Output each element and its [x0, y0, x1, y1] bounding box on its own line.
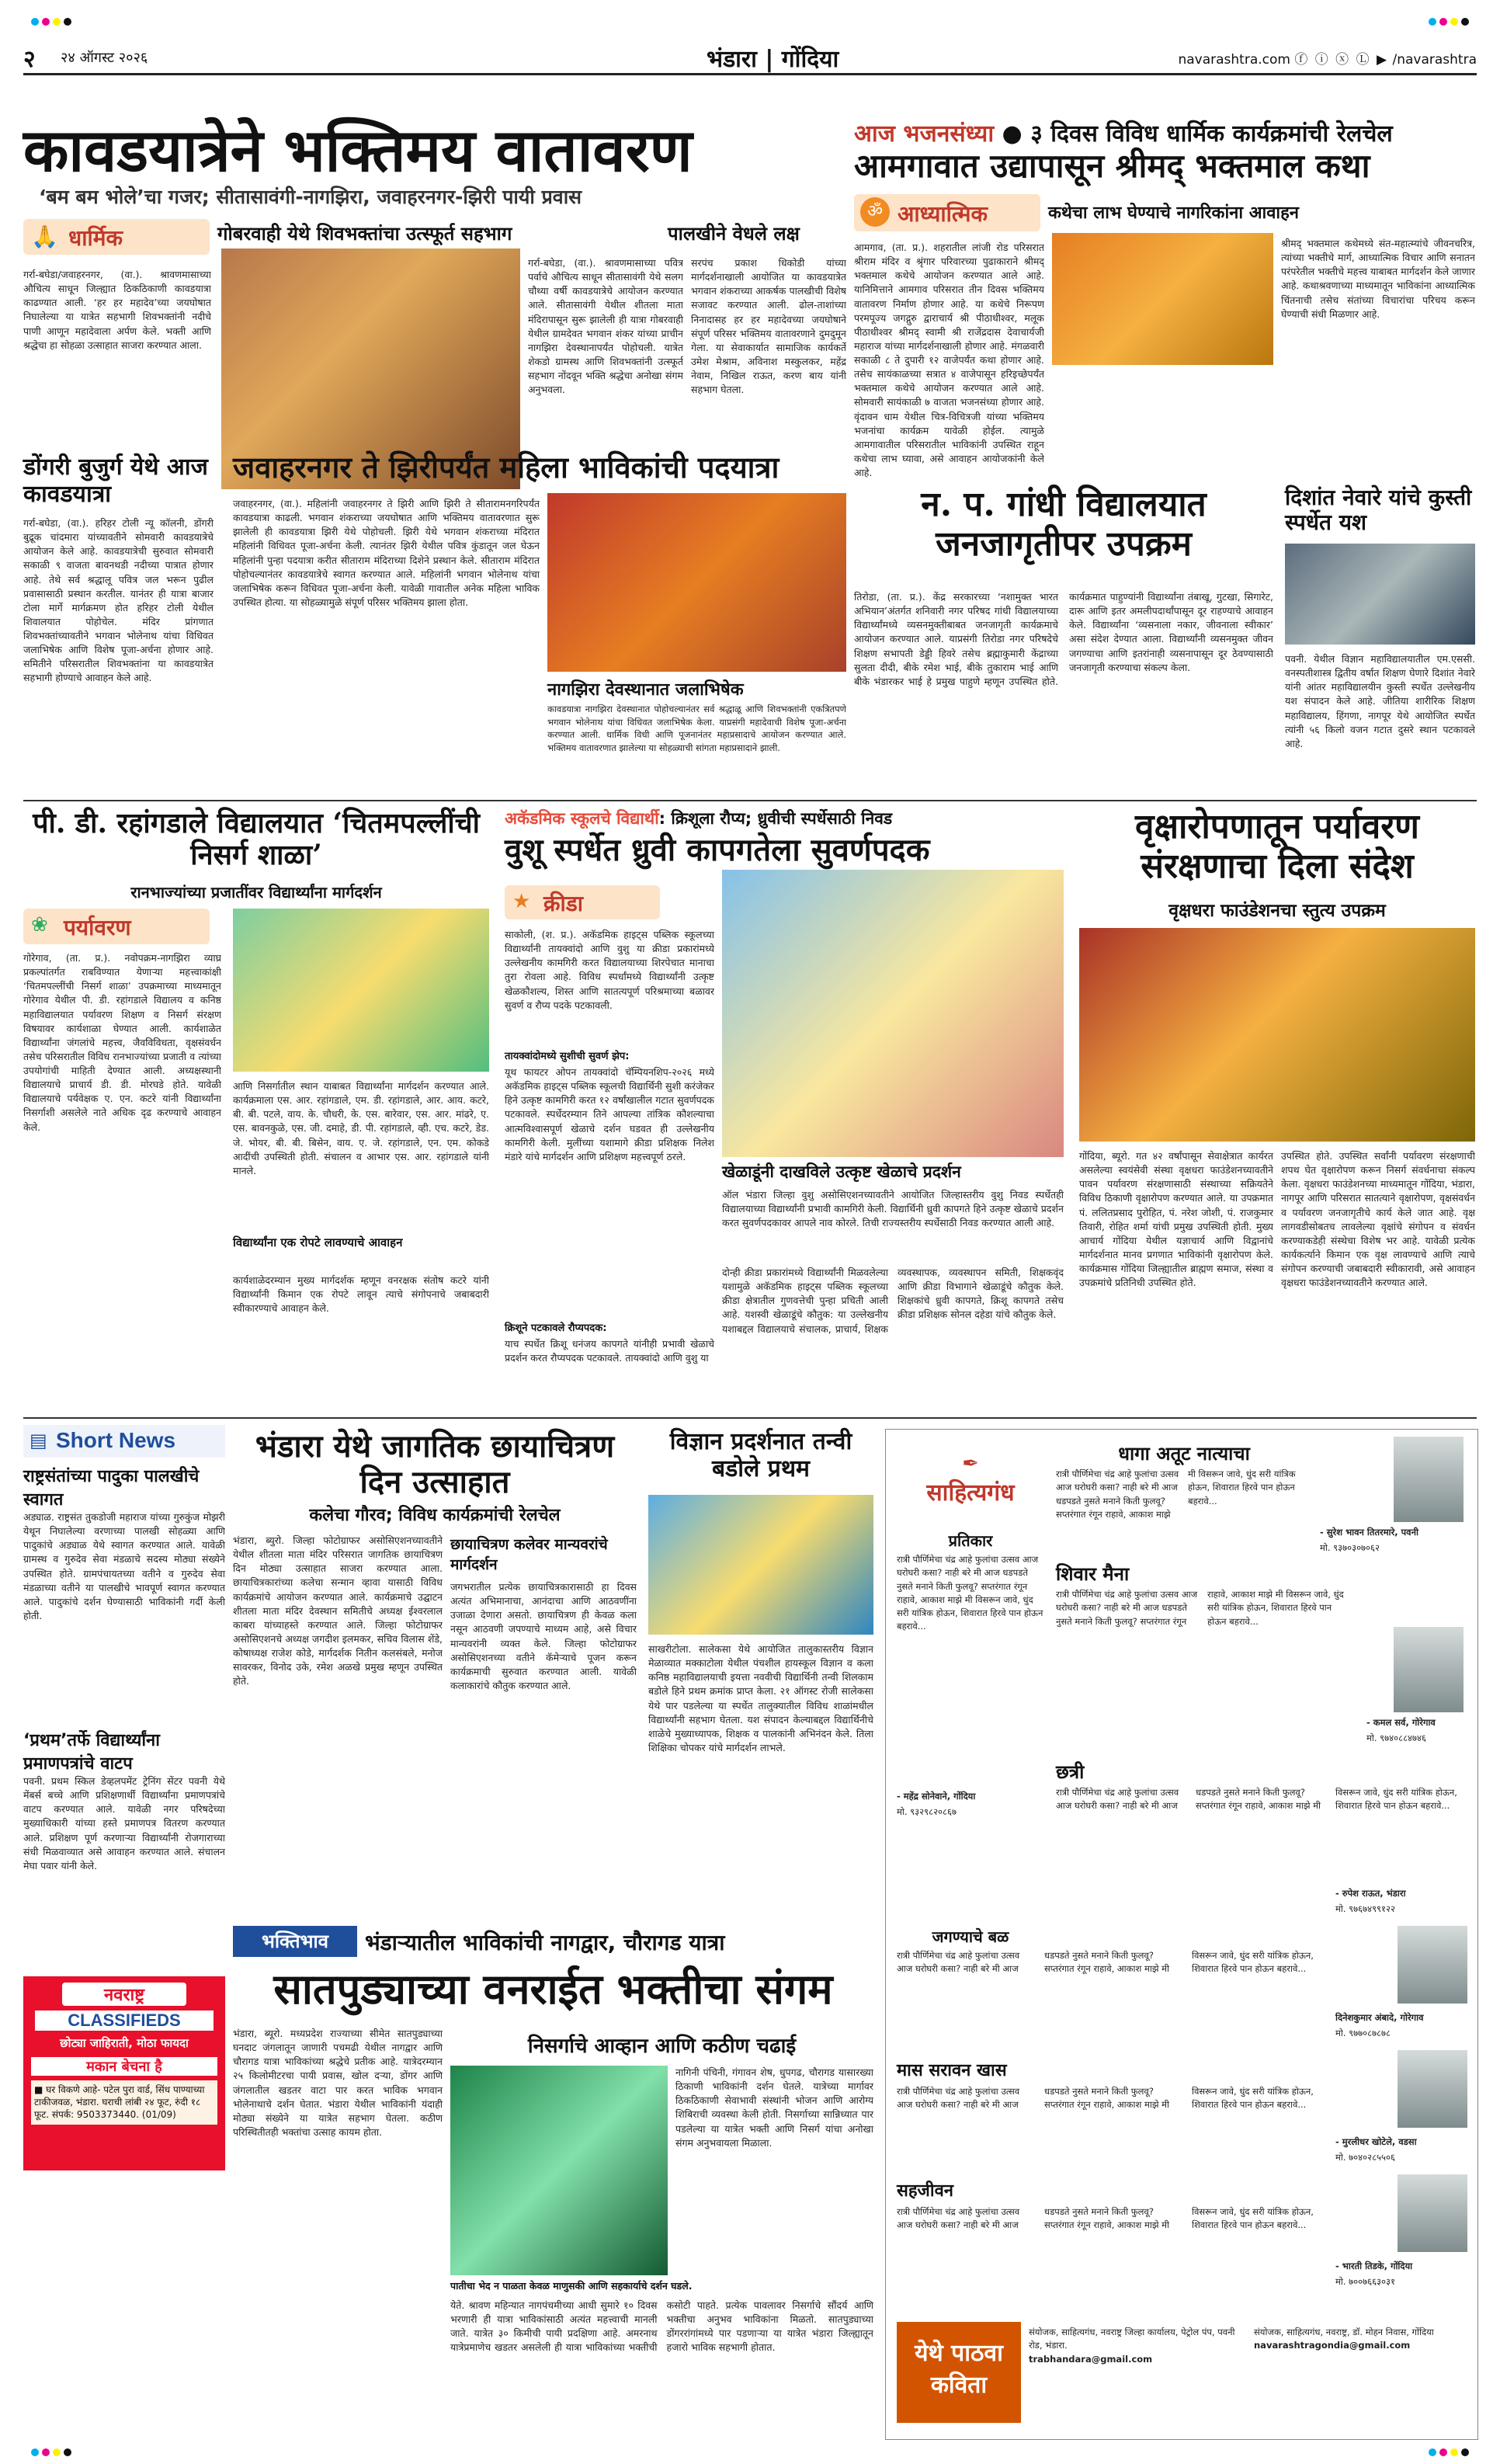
poem-5-author: दिनेशकुमार अंबादे, गोरेगाव — [1335, 2012, 1424, 2023]
vruksha-body: गोंदिया, ब्यूरो. गत ४२ वर्षांपासून सेवाक्षेत्रात कार्यरत असलेल्या स्वयंसेवी संस्था वृक्षधरा फाउंडेशनच्यावतीने पावन पर्यावरण संरक्षणासाठी संस्थाच्या सक्रियतेने विविध ठिकाणी वृक्षारोपण करण्यात आले. या उपक्रमात पं. ललितप्रसाद पुरोहित, पं. नरेश जोशी, पं. राजकुमार तिवारी, रोहित शर्मा यांची प्रमुख उपस्थिती होती. मुख्य आचार्य गोंदिया येथील यज्ञाचार्य आणि विद्वानांचे मार्गदर्शनात मानव प्रगणात भाविकांनी वृक्षारोपण केले. कार्यक्रमास गोंदिया जिल्ह्यातील ब्राह्मण समाज, संस्था व उपक्रमांचे प्रतिनिधी उपस्थित होते. — [1079, 1150, 1273, 1289]
page-number: २ — [23, 46, 36, 73]
satpuda-sub: निसर्गाचे आव्हान आणि कठीण चढाई — [527, 2035, 797, 2058]
om-icon: ॐ — [860, 197, 890, 227]
email-link-2[interactable]: navarashtragondia@gmail.com — [1254, 2340, 1411, 2351]
divider-2 — [23, 1417, 1477, 1419]
jawahar-title: जवाहरनगर ते झिरीपर्यंत महिला भाविकांची पदयात्रा — [233, 450, 780, 485]
rahangdale-box-body: कार्यशाळेदरम्यान मुख्य मार्गदर्शक म्हणून वनरक्षक संतोष कटरे यांनी विद्यार्थ्यांनी किमान एक रोपटे लावून त्याचे संगोपनाचे जबाबदारी स्वीकारण्याचे आवाहन केले. — [233, 1274, 489, 1315]
poem-7-phone: मो. ७००७६६३०३१ — [1335, 2276, 1395, 2287]
poem-3-text: रात्री पौर्णिमेचा चंद्र आहे फुलांचा उत्सव आज घरोघरी कसा? नाही बरे मी आज धडपडते नुसते मनाने किती फुलवू? सप्तरंगात रंगून राहावे, आकाश माझे मी विसरून जावे, धुंद सरी यांत्रिक होऊन, शिवारात हिरवे पान होऊन बहरावे... — [1056, 1589, 1344, 1627]
wushu-caption-body: ऑल भंडारा जिल्हा वुशु असोसिएशनच्यावतीने आयोजित जिल्हास्तरीय वुशु निवड स्पर्धेतही विद्यालयाच्या विद्यार्थ्यांनी प्रभावी कामगिरी केली. विद्यार्थिनी ध्रुवी कापगते हिने उत्कृष्ट खेळाचे प्रदर्शन करत सुवर्णपदकावर आपले नाव कोरले. तिची राज्यस्तरीय स्पर्धेसाठी निवड करण्यात आली आहे. — [722, 1189, 1064, 1229]
lead-sub2: पालखीने वेधले लक्ष — [668, 223, 800, 245]
pen-icon: ✒ — [962, 1452, 979, 1475]
rahangdale-sub: रानभाज्यांच्या प्रजातींवर विद्यार्थ्यांना मार्गदर्शन — [130, 883, 382, 902]
rahangdale-body2: आणि निसर्गातील स्थान याबाबत विद्यार्थ्यांना मार्गदर्शन करण्यात आले. कार्यक्रमाला एस. आर. रहांगडाले, एम. डी. रहांगडाले, आर. आय. कटरे, बी. बी. पटले, वाय. के. चौधरी, के. एस. बारेवार, एस. आर. मांढरे, ए. एस. बावनकुळे, एस. जी. दमाहे, डी. पी. रहांगडाले, व्ही. एच. कटरे, डेड. जे. भोयर, बी. बी. बिसेन, वाय. ए. जे. रहांगडाले, एन. एम. कोकडे आदींची उपस्थिती होती. संचालन व आभार एस. आर. रहांगडाले यांनी मानले. — [233, 1080, 489, 1176]
sahitya-contact-2: संयोजक, साहित्यगंध, नवराष्ट्र, डॉ. मोहन निवास, गोंदिया navarashtragondia@gmail.com — [1254, 2327, 1434, 2351]
poem-5-text: रात्री पौर्णिमेचा चंद्र आहे फुलांचा उत्सव आज घरोघरी कसा? नाही बरे मी आज धडपडते नुसते मनाने किती फुलवू? सप्तरंगात रंगून राहावे, आकाश माझे मी विसरून जावे, धुंद सरी यांत्रिक होऊन, शिवारात हिरवे पान होऊन बहरावे... — [897, 1950, 1314, 1975]
vidnyan-title: विज्ञान प्रदर्शनात तन्वी बडोले प्रथम — [669, 1428, 852, 1482]
short-title-2: ‘प्रथम’तर्फे विद्यार्थ्यांना प्रमाणपत्रांचे वाटप — [23, 1731, 160, 1774]
classifieds-ad: ■ घर विकणे आहे- पटेल पुरा वार्ड, सिंध पाण्याच्या टाकीजवळ, भंडारा. घराची लांबी २४ फूट, रुंदी १८ फूट. संपर्क: 9503373440. (01/09) — [31, 2080, 217, 2125]
adhyatmik-tag: ॐ आध्यात्मिक — [854, 194, 1040, 231]
poem-2-text: रात्री पौर्णिमेचा चंद्र आहे फुलांचा उत्सव आज घरोघरी कसा? नाही बरे मी आज धडपडते नुसते मनाने किती फुलवू? सप्तरंगात रंगून राहावे, आकाश माझे मी विसरून जावे, धुंद सरी यांत्रिक होऊन, शिवारात हिरवे पान होऊन बहरावे... — [1056, 1468, 1296, 1520]
satpuda-kicker: भंडाऱ्यातील भाविकांची नागद्वार, चौरागड यात्रा — [365, 1930, 725, 1955]
poem-6-author-photo — [1398, 2050, 1467, 2128]
poem-5-phone: मो. ९७७०८७८७८ — [1335, 2028, 1391, 2038]
poem-3-title: शिवार मैना — [1056, 1563, 1130, 1585]
rahangdale-title: पी. डी. रहांगडाले विद्यालयात ‘चितमपल्लींची निसर्ग शाळा’ — [33, 807, 480, 872]
classifieds-brand: नवराष्ट्र — [62, 1983, 186, 2006]
poem-3-author-photo — [1394, 1627, 1464, 1712]
vruksha-photo — [1079, 928, 1475, 1142]
wushu-kicker: अकॅडमिक स्कूलचे विद्यार्थी: क्रिशूला रौप्य; ध्रुवीची स्पर्धेसाठी निवड — [505, 809, 893, 828]
satpuda-caption: पातीचा भेद न पाळता केवळ माणुसकी आणि सहकार्याचे दर्शन घडले. — [450, 2280, 693, 2292]
bhajan-title: आमगावात उद्यापासून श्रीमद् भक्तमाल कथा — [854, 147, 1370, 185]
poem-1-title: प्रतिकार — [948, 1531, 993, 1550]
short-body-2: पवनी. प्रथम स्किल डेव्हलपमेंट ट्रेनिंग सेंटर पवनी येथे मेंबर्स बच्चे आणि प्रशिक्षणार्थी विद्यार्थ्यांना प्रमाणपत्रांचे वाटप करण्यात आले. यावेळी नगर परिषदेच्या मुख्याधिकारी यांच्या हस्ते प्रमाणपत्र वितरण करण्यात आले. प्रशिक्षण पूर्ण करणाऱ्या विद्यार्थ्यांनी रोजगाराच्या संधी मिळवाव्यात असे आवाहन करण्यात आले. संचालन मेघा पवार यांनी केले. — [23, 1775, 225, 1871]
bhajan-sub: कथेचा लाभ घेण्याचे नागरिकांना आवाहन — [1048, 203, 1300, 223]
dharmik-tag: 🙏 धार्मिक — [23, 219, 210, 255]
classifieds-word: CLASSIFIEDS — [35, 2010, 214, 2031]
jawahar-caption-title: नागझिरा देवस्थानात जलाभिषेक — [547, 680, 744, 700]
short-title-1: राष्ट्रसंतांच्या पादुका पालखीचे स्वागत — [23, 1467, 200, 1510]
kusti-body: पवनी. येथील विज्ञान महाविद्यालयातील एम.एससी. वनस्पतीशास्त्र द्वितीय वर्षात शिक्षण घेणारे दिशांत नेवारे यांनी आंतर महाविद्यालयीन कुस्ती स्पर्धेत उल्लेखनीय यश संपादन केले आहे. जीतिया शारीरिक शिक्षण महाविद्यालय, हिंगणा, नागपूर येथे आयोजित स्पर्धेत त्यांनी ५६ किलो वजन गटात दुसरे स्थान पटकावले आहे. — [1285, 653, 1475, 749]
kusti-title: दिशांत नेवारे यांचे कुस्ती स्पर्धेत यश — [1285, 485, 1472, 536]
lead-title: कावडयात्रेने भक्तिमय वातावरण — [23, 116, 693, 185]
page-date: २४ ऑगस्ट २०२६ — [61, 50, 148, 66]
rahangdale-box-title: विद्यार्थ्यांना एक रोपटे लावण्याचे आवाहन — [233, 1235, 403, 1249]
divider-1 — [23, 800, 1477, 801]
lead-body3: सरपंच प्रकाश धिकोडी यांच्या मार्गदर्शनाखाली आयोजित या कावडयात्रेत भगवान शंकराच्या आकर्षक पालखीची विशेष सजावट करण्यात आली. ढोल-ताशांच्या निनादासह हर हर महादेवच्या जयघोषाने संपूर्ण परिसर भक्तिमय वातावरणाने दुमदुमून गेला. या सेवाकार्यात सामाजिक कार्यकर्ते उमेश मेश्राम, अविनाश मस्कुलकर, महेंद्र नेवाम, निखिल राऊत, करण बाय यांनी सहभाग घेतला. — [691, 257, 846, 396]
satpuda-title: सातपुड्याच्या वनराईत भक्तीचा संगम — [273, 1964, 833, 2014]
wushu-body: साकोली, (श. प्र.). अकॅडमिक हाइट्स पब्लिक स्कूलच्या विद्यार्थ्यांनी तायक्वांदो आणि वुशु या क्रीडा प्रकारांमध्ये उल्लेखनीय कामगिरी करत विद्यालयाच्या शिरपेचात मानाचा तुरा रोवला आहे. विविध स्पर्धांमध्ये विद्यार्थ्यांनी उत्कृष्ट खेळकौशल्य, शिस्त आणि सातत्यपूर्ण परिश्रमाच्या बळावर सुवर्ण व रौप्य पदके पटकावली. — [505, 929, 714, 1011]
wushu-photo — [722, 870, 1064, 1157]
poem-6-author: - मुरलीधर खोटेले, वडसा — [1335, 2136, 1417, 2147]
classifieds-tagline: छोट्या जाहिराती, मोठा फायदा — [60, 2036, 189, 2050]
edition-name: भंडारा | गोंदिया — [707, 46, 839, 73]
rahangdale-body: गोरेगाव, (ता. प्र.). नवोपक्रम-नागझिरा व्याघ्र प्रकल्पांतर्गत राबविण्यात येणाऱ्या महत्त्वाकांक्षी ‘चितमपल्लींची निसर्ग शाळा’ उपक्रमाच्या माध्यमातून गोरेगाव येथील पी. डी. रहांगडाले विद्यालय व कनिष्ठ महाविद्यालयात पर्यावरण शिक्षण व निसर्ग संरक्षण विषयावर कार्यशाळा घेण्यात आली. कार्यशाळेत विद्यार्थ्यांना जंगलांचे महत्त्व, जैवविविधता, वृक्षसंवर्धन तसेच परिसरातील विविध रानभाज्यांच्या प्रजाती व त्यांच्या उपयोगांची माहिती देण्यात आली. अध्यक्षस्थानी विद्यालयाचे प्राचार्य डी. डी. मोरघडे होते. यावेळी विद्यालयाचे पर्यवेक्षक ए. एन. कटरे यांनी विद्यार्थ्यांना निसर्गाशी असलेले नाते अधिक दृढ करण्याचे आवाहन केले. — [23, 952, 221, 1133]
poem-3-phone: मो. ९७४०८८४७४६ — [1366, 1732, 1426, 1743]
poem-4-title: छत्री — [1056, 1761, 1085, 1783]
poem-5-author-photo — [1398, 1926, 1467, 2004]
site-link[interactable]: navarashtra.com ⓕ ⓘ ⓧ Ⓛ ▶ /navarashtra — [1178, 52, 1477, 68]
poem-6-text: रात्री पौर्णिमेचा चंद्र आहे फुलांचा उत्सव आज घरोघरी कसा? नाही बरे मी आज धडपडते नुसते मनाने किती फुलवू? सप्तरंगात रंगून राहावे, आकाश माझे मी विसरून जावे, धुंद सरी यांत्रिक होऊन, शिवारात हिरवे पान होऊन बहरावे... — [897, 2086, 1314, 2111]
krida-tag: ★ क्रीडा — [505, 885, 660, 919]
vidnyan-body: साखरीटोला. सालेकसा येथे आयोजित तालुकास्तरीय विज्ञान मेळाव्यात मक्काटोला येथील पंचशील हायस्कूल विज्ञान व कला कनिष्ठ महाविद्यालयाची इयत्ता नववीची विद्यार्थिनी तन्वी शिलकाम बडोले हिने प्रथम क्रमांक प्राप्त केला. २१ ऑगस्ट रोजी सालेकसा येथे पार पडलेल्या या स्पर्धेत तालुक्यातील विविध शाळांमधील विद्यार्थ्यांनी सहभाग घेतला. यश संपादन केल्याबद्दल विद्यार्थिनीचे शाळेचे मुख्याध्यापक, शिक्षक व पालकांनी अभिनंदन केले. तिला शिक्षिका चोपकर यांचे मार्गदर्शन लाभले. — [648, 1643, 873, 1753]
dongri-body: गर्रा-बघेडा, (वा.). हरिहर टोली न्यू कॉलनी, डोंगरी बुद्रूक चांदमारा यांच्यावतीने सोमवारी कावडयात्रेचे आयोजन केले आहे. कावडयात्रेची सुरुवात सोमवारी सकाळी ९ वाजता बावनथडी नदीच्या पात्रात होणार आहे. तेथे सर्व श्रद्धालू पवित्र जल भरून पुढील प्रवासासाठी प्रस्थान करतील. यानंतर ही यात्रा बाजार टोला मार्गे मार्गक्रमण होत हरिहर टोली येथील शिवालयात पोहोचेल. मंदिर प्रांगणात शिवभक्तांच्यावतीने भगवान भोलेनाथ यांचा विधिवत जलाभिषेक आणि विशेष पूजा-अर्चना होणार आहे. समितीने परिसरातील शिवभक्तांना या कावडयात्रेत सहभागी होण्याचे आवाहन केले आहे. — [23, 517, 214, 684]
sahitya-logo: ✒ साहित्यगंध — [897, 1452, 1044, 1522]
bhajan-photo — [1052, 233, 1273, 365]
registration-mark-bottom-right — [1429, 2445, 1475, 2454]
poem-2-title: धागा अतूट नात्याचा — [1118, 1443, 1250, 1465]
registration-mark-top-right — [1429, 14, 1475, 23]
lead-subtitle: ‘बम बम भोले’चा गजर; सीतासावंगी-नागझिरा, जवाहरनगर-झिरी पायी प्रवास — [39, 186, 582, 208]
poem-7-text: रात्री पौर्णिमेचा चंद्र आहे फुलांचा उत्सव आज घरोघरी कसा? नाही बरे मी आज धडपडते नुसते मनाने किती फुलवू? सप्तरंगात रंगून राहावे, आकाश माझे मी विसरून जावे, धुंद सरी यांत्रिक होऊन, शिवारात हिरवे पान होऊन बहरावे... — [897, 2206, 1314, 2231]
bhajan-kicker: आज भजनसंध्या ● ३ दिवस विविध धार्मिक कार्यक्रमांची रेलचेल — [854, 120, 1393, 148]
vruksha-body2: उपस्थित होते. उपस्थित सर्वांनी पर्यावरण संरक्षणाची शपथ घेत वृक्षारोपण करून निसर्ग संवर्धनाचा संकल्प केला. वृक्षधरा फाउंडेशनच्या माध्यमातून गोंदिया, भंडारा, नागपूर आणि परिसरात सातत्याने वृक्षारोपण, वृक्षसंवर्धन व पर्यावरण जनजागृतीचे कार्य केले जात आहे. वृक्ष लागवडीसोबतच लावलेल्या वृक्षांचे संगोपन व संवर्धन करण्याकडेही संस्थेचा विशेष भर आहे. यावेळी प्रत्येक कार्यकर्त्याने किमान एक वृक्ष लावण्याचे आणि त्याचे संगोपन करण्याची जबाबदारी स्वीकारावी, असे आवाहन वृक्षधरा फाउंडेशनच्यावतीने करण्यात आले. — [1281, 1150, 1475, 1289]
photoday-box-body: जगभरातील प्रत्येक छायाचित्रकारासाठी हा दिवस अत्यंत अभिमानाचा, आनंदाचा आणि आठवणींना उजाळा देणारा असतो. छायाचित्रण ही केवळ कला नसून आठवणी जपण्याचे माध्यम आहे, असे विचार मान्यवरांनी व्यक्त केले. जिल्हा फोटोग्राफर असोसिएशनच्या वतीने कॅमेऱ्याचे पूजन करून कार्यक्रमाची सुरुवात करण्यात आली. यावेळी कलाकारांचे कौतुक करण्यात आले. — [450, 1581, 637, 1691]
satpuda-body2: नागिनी पंचिनी, गंगावन शेष, धुपगढ, चौरागड यासारख्या ठिकाणी भाविकांनी दर्शन घेतले. यात्रेच्या मार्गावर ठिकठिकाणी सेवाभावी संस्थांनी भोजन आणि आरोग्य शिबिराची व्यवस्था केली होती. निसर्गाच्या सान्निध्यात पार पडलेल्या या यात्रेत भक्ती आणि निसर्ग यांचा अनोखा संगम अनुभवायला मिळाला. — [675, 2066, 873, 2149]
classifieds-head: मकान बेचना है — [31, 2057, 217, 2076]
trophy-icon: ★ — [512, 890, 531, 913]
satpuda-body: भंडारा, ब्यूरो. मध्यप्रदेश राज्याच्या सीमेत सातपुड्याच्या घनदाट जंगलातून जाणारी पचमढी येथील नागद्वार आणि चौरागड यात्रा भाविकांच्या श्रद्धेचे प्रतीक आहे. यात्रेदरम्यान २५ किलोमीटरचा पायी प्रवास, खोल दऱ्या, डोंगर आणि जंगलातील खडतर वाटा पार करत भाविक भगवान भोलेनाथाचे दर्शन घेतात. भंडारा येथील भाविकांनी यंदाही मोठ्या संख्येने या यात्रेत सहभाग घेतला. कठीण परिस्थितीतही भक्तांचा उत्साह कायम होता. — [233, 2028, 443, 2138]
jawahar-body: जवाहरनगर, (वा.). महिलांनी जवाहरनगर ते झिरी आणि झिरी ते सीतारामनगरिपर्यंत कावडयात्रा काढली. भगवान शंकराच्या जयघोषात आणि भक्तिमय वातावरणात सुरू झालेली ही कावडयात्रा झिरी येथे पोहोचली. झिरी येथे भगवान शंकराच्या मंदिरात महिलांनी विधिवत पूजा-अर्चना केली. त्यानंतर झिरी येथील पवित्र कुंडातून जल घेऊन महिलांनी पुन्हा पदयात्रा करीत सीताराम मंदिराच्या दिशेने प्रस्थान केले. सीताराम मंदिरात पोहोचल्यानंतर कावडयात्रेचे स्वागत करण्यात आले. महिलांनी भगवान भोलेनाथ यांचा जलाभिषेक करून विधिवत पूजा-अर्चना केली. यावेळी गावातील अनेक महिला भाविक उपस्थित होत्या. या सोहळ्यामुळे संपूर्ण परिसर भक्तिमय झाला होता. — [233, 498, 540, 608]
satpuda-photo — [450, 2066, 668, 2275]
gandhi-body: तिरोडा, (ता. प्र.). केंद्र सरकारच्या ‘नशामुक्त भारत अभियान’अंतर्गत शनिवारी नगर परिषद गांधी विद्यालयाच्या विद्यार्थ्यांमध्ये व्यसनमुक्तीबाबत जनजागृती कार्यक्रमाचे आयोजन करण्यात आले. याप्रसंगी तिरोडा नगर परिषदेचे शिक्षण सभापती डेड्डी हिवरे तसेच ब्रह्माकुमारी केंद्राच्या सुलता दीदी, बीके रमेश भाई, बीके तुकाराम भाई आणि बीके भंडारकर भाई हे प्रमुख पाहुणे म्हणून उपस्थित होते. कार्यक्रमात पाहुण्यांनी विद्यार्थ्यांना तंबाखू, गुटखा, सिगारेट, दारू आणि इतर अमलीपदार्थांपासून दूर राहण्याचे आवाहन केले. विद्यार्थ्यांना ‘व्यसनाला नकार, जीवनाला स्वीकार’ असा संदेश देण्यात आला. विद्यार्थ्यांनी व्यसनमुक्त जीवन जगण्याचा आणि इतरांनाही व्यसनापासून दूर ठेवण्यासाठी जनजागृती करण्याचा संकल्प केला. — [854, 591, 1273, 687]
photoday-title: भंडारा येथे जागतिक छायाचित्रण दिन उत्साहात — [255, 1428, 615, 1500]
short-body-1: अड्याळ. राष्ट्रसंत तुकडोजी महाराज यांच्या गुरुकुंज मोझरी येथून निघालेल्या वरणाच्या पालखी सोहळ्या आणि पादुकांचे अड्याळ येथे स्वागत करण्यात आले. यावेळी ग्रामस्थ व गुरुदेव सेवा मंडळाचे सदस्य मोठ्या संख्येने उपस्थित होते. ग्रामपंचायतच्या वतीने व गुरुदेव सेवा मंडळाच्या वतीने या पालखीचे भावपूर्ण स्वागत करण्यात आले. पादुकांचे दर्शन घेण्यासाठी भाविकांनी गर्दी केली होती. — [23, 1511, 225, 1621]
vidnyan-photo — [648, 1495, 873, 1635]
photoday-sub: कलेचा गौरव; विविध कार्यक्रमांची रेलचेल — [309, 1506, 561, 1525]
registration-mark-top-left — [31, 14, 78, 23]
rahangdale-photo — [233, 909, 489, 1072]
poem-1-text: रात्री पौर्णिमेचा चंद्र आहे फुलांचा उत्सव आज घरोघरी कसा? नाही बरे मी आज धडपडते नुसते मनाने किती फुलवू? सप्तरंगात रंगून राहावे, आकाश माझे मी विसरून जावे, धुंद सरी यांत्रिक होऊन, शिवारात हिरवे पान होऊन बहरावे... — [897, 1554, 1043, 1632]
gandhi-title: न. प. गांधी विद्यालयात जनजागृतीपर उपक्रम — [921, 485, 1207, 564]
poem-7-author-photo — [1398, 2174, 1467, 2252]
lead-body1: गर्रा-बघेडा/जवाहरनगर, (वा.). श्रावणमासाच्या औचित्य साधून जिल्ह्यात ठिकठिकाणी कावडयात्रा काढण्यात आली. ‘हर हर महादेव’च्या जयघोषात निघालेल्या या यात्रेत सहभागी शिवभक्तांनी नदीचे पाणी आणून महादेवाला अर्पण केले. भक्ती आणि श्रद्धेचा हा सोहळा उत्साहात साजरा करण्यात आला. — [23, 269, 211, 351]
registration-mark-bottom-left — [31, 2445, 78, 2454]
poem-2-author-photo — [1394, 1437, 1464, 1522]
wushu-box-title: क्रिशूने पटकावले रौप्यपदक: — [505, 1322, 607, 1334]
poem-1-author: - महेंद्र सोनेवाने, गोंदिया — [897, 1791, 976, 1802]
poem-1-phone: मो. ९३२९८२०८६७ — [897, 1806, 957, 1817]
classifieds-box[interactable] — [23, 1976, 225, 2170]
diya-icon: 🙏 — [31, 224, 58, 249]
poem-7-title: सहजीवन — [897, 2181, 954, 2201]
email-link-1[interactable]: trabhandara@gmail.com — [1029, 2353, 1153, 2365]
lead-body2: गर्रा-बघेडा, (वा.). श्रावणमासाच्या पवित्र पर्वाचे औचित्य साधून सीतासावंगी येथे सलग चौथ्या वर्षी कावडयात्रेचे आयोजन करण्यात आले. सीतासावंगी येथील शीतला माता मंदिरापासून सुरू झालेली ही यात्रा गोबरवाही येथील ग्रामदेवत भगवान शंकर यांच्या प्राचीन नागझिरा देवस्थानापर्यंत पोहोचली. यात्रेत शेकडो ग्रामस्थ आणि शिवभक्तांनी उत्स्फूर्त सहभाग नोंदवून भक्ति श्रद्धेचा अनोखा संगम अनुभवला. — [528, 257, 683, 396]
kusti-photo — [1285, 544, 1475, 645]
bhajan-body-cont: श्रीमद् भक्तमाल कथेमध्ये संत-महात्म्यांचे जीवनचरित्र, त्यांच्या भक्तीचे मार्ग, आध्यात्मिक विचार आणि सनातन परंपरेतील भक्तीचे महत्त्व याबाबत मार्गदर्शन केले जाणार आहे. कथाश्रवणाच्या माध्यमातून भाविकांना आध्यात्मिक चिंतनाची तसेच संतांच्या विचारांचा परिचय करून घेण्याची संधी मिळणार आहे. — [1281, 238, 1475, 320]
dongri-title: डोंगरी बुजुर्ग येथे आज कावडयात्रा — [23, 454, 208, 508]
wushu-box-body: याच स्पर्धेत क्रिशू धनंजय कापगते यांनीही प्रभावी खेळाचे प्रदर्शन करत रौप्यपदक पटकावले. तायक्वांदो आणि वुशु या — [505, 1338, 714, 1364]
sahitya-contact-1: संयोजक, साहित्यगंध, नवराष्ट्र जिल्हा कार्यालय, पेट्रोल पंप, पवनी रोड, भंडारा. trabhandara@gmail.com — [1029, 2327, 1235, 2365]
wushu-list-title: तायक्वांदोमध्ये सुशीची सुवर्ण झेप: — [505, 1051, 630, 1062]
wushu-body3: दोन्ही क्रीडा प्रकारांमध्ये विद्यार्थ्यांनी मिळवलेल्या यशामुळे अकॅडमिक हाइट्स पब्लिक स्कूलच्या क्रीडा क्षेत्रातील गुणवत्तेची पुन्हा प्रचिती आली आहे. यशस्वी खेळाडूंचे कौतुक: या उल्लेखनीय यशाबद्दल विद्यालयाचे संचालक, प्राचार्य, शिक्षक व्यवस्थापक, व्यवस्थापन समिती, शिक्षकवृंद आणि क्रीडा विभागाने खेळाडूंचे कौतुक केले. शिक्षकांचे ध्रुवी कापगते, क्रिशू कापगते तसेच क्रीडा प्रशिक्षक सोनल दहेडा यांचे कौतुक केले. — [722, 1267, 1064, 1335]
satpuda-body3: येते. श्रावण महिन्यात नागपंचमीच्या आधी सुमारे १० दिवस भरणारी ही यात्रा भाविकांसाठी अत्यंत महत्त्वाची मानली जाते. यात्रेत ३० किमीची पायी प्रदक्षिणा आहे. अमरनाथ यात्रेप्रमाणेच खडतर असलेली ही यात्रा भाविकांच्या भक्तीची कसोटी पाहते. प्रत्येक पावलावर निसर्गाचे सौंदर्य आणि भक्तीचा अनुभव भाविकांना मिळतो. सातपुड्याच्या डोंगररांगांमध्ये पार पडणाऱ्या या यात्रेत भंडारा जिल्ह्यातून हजारो भाविक सहभागी होतात. — [450, 2299, 873, 2354]
poem-5-title: जगण्याचे बळ — [932, 1927, 1009, 1946]
bhajan-body: आमगाव, (ता. प्र.). शहरातील लांजी रोड परिसरात श्रीराम मंदिर व श्रृंगार परिवारच्या पुढाकाराने श्रीमद् भक्तमाल कथेचे आयोजन करण्यात आले आहे. यानिमित्ताने आमगाव परिसरात तीन दिवस भक्तिमय वातावरण निर्माण होणार आहे. या कथेचे निरूपण परमपूज्य जगद्गुरु द्वाराचार्य श्री पीठाधीश्वर, मलूक पीठाधीश्वर श्रीमद् स्वामी श्री राजेंद्रदास देवाचार्यजी महाराज यांच्या मार्गदर्शनाखाली होणार आहे. मंगळवारी सकाळी ८ ते दुपारी १२ वाजेपर्यंत कथा होणार आहे. तसेच सायंकाळच्या सत्रात ४ वाजेपासून हरिइच्छेपर्यंत भक्तमाल कथेचे आयोजन करण्यात आले आहे. सोमवारी सायंकाळी ७ वाजता भजनसंध्या होणार आहे. वृंदावन धाम येथील चित्र-विचित्रजी यांच्या भक्तिमय भजनांचा कार्यक्रम यावेळी होईल. त्यामुळे आमगावातील परिसरातील भाविकांनी उपस्थित राहून कथेचा लाभ घ्यावा, असे आवाहन आयोजकांनी केले आहे. — [854, 242, 1044, 478]
wushu-caption-title: खेळाडूंनी दाखविले उत्कृष्ट खेळाचे प्रदर्शन — [722, 1162, 961, 1181]
poem-2-phone: मो. ९३७०३०७०६२ — [1320, 1542, 1380, 1553]
vruksha-title: वृक्षारोपणातून पर्यावरण संरक्षणाचा दिला संदेश — [1135, 807, 1419, 886]
poem-3-author: - कमल सर्व, गोरेगाव — [1366, 1717, 1436, 1728]
vruksha-sub: वृक्षधरा फाउंडेशनचा स्तुत्य उपक्रम — [1168, 901, 1386, 921]
wushu-body2: यूथ फायटर ओपन तायक्वांदो चॅम्पियनशिप-२०२६ मध्ये अकॅडमिक हाइट्स पब्लिक स्कूलची विद्यार्थिनी सुशी करंजेकर हिने उत्कृष्ट कामगिरी करत १२ वर्षांखालील गटात सुवर्णपदक पटकावले. स्पर्धेदरम्यान तिने आपल्या तांत्रिक कौशल्याचा आत्मविश्वासपूर्ण खेळाचे दर्शन घडवत ही उल्लेखनीय कामगिरी केली. मुलींच्या यशामागे क्रीडा प्रशिक्षक निलेश मंडारे यांचे मार्गदर्शन आणि प्रशिक्षण महत्त्वपूर्ण ठरले. — [505, 1066, 714, 1162]
photoday-box-title: छायाचित्रण कलेवर मान्यवरांचे मार्गदर्शन — [450, 1536, 608, 1573]
photoday-body: भंडारा, ब्युरो. जिल्हा फोटोग्राफर असोसिएशनच्यावतीने येथील शीतला माता मंदिर परिसरात जागतिक छायाचित्रण दिन मोठ्या उत्साहात साजरा करण्यात आला. छायाचित्रकारांच्या कलेचा सन्मान व्हावा यासाठी विविध कार्यक्रमांचे आयोजन करण्यात आले. कार्यक्रमाचे उद्घाटन शीतला माता मंदिर देवस्थान समितीचे अध्यक्ष ईश्वरलाल काबरा यांच्याहस्ते करण्यात आले. जिल्हा फोटोग्राफर असोसिएशनचे अध्यक्ष जगदीश इलमकर, सचिव विलास शेंडे, कोषाध्यक्ष राजेश कोडे, मार्गदर्शक नितीन कलसंबले, मनोज सावरकर, विनोद उके, रमेश अळखे प्रमुख म्हणून उपस्थित होते. — [233, 1534, 443, 1687]
poem-4-text: रात्री पौर्णिमेचा चंद्र आहे फुलांचा उत्सव आज घरोघरी कसा? नाही बरे मी आज धडपडते नुसते मनाने किती फुलवू? सप्तरंगात रंगून राहावे, आकाश माझे मी विसरून जावे, धुंद सरी यांत्रिक होऊन, शिवारात हिरवे पान होऊन बहरावे... — [1056, 1787, 1457, 1812]
bhaktibhav-tag: भक्तिभाव — [233, 1926, 357, 1957]
poem-7-author: - भारती तिडके, गोंदिया — [1335, 2261, 1413, 2271]
leaf-icon: ❀ — [31, 913, 48, 937]
poem-6-title: मास सरावन खास — [897, 2061, 1007, 2080]
send-poem-banner[interactable]: येथे पाठवा कविता — [897, 2322, 1021, 2423]
jawahar-photo — [547, 493, 846, 672]
lead-sub1: गोबरवाही येथे शिवभक्तांचा उत्स्फूर्त सहभाग — [217, 223, 512, 245]
wushu-title: वुशू स्पर्धेत ध्रुवी कापगतेला सुवर्णपदक — [505, 832, 930, 868]
news-icon: ▤ — [30, 1430, 47, 1451]
social-icons: ⓕ ⓘ ⓧ Ⓛ ▶ — [1294, 52, 1389, 68]
poem-4-phone: मो. ९७६७४९९१२२ — [1335, 1903, 1395, 1914]
poem-4-author: - रुपेश राऊत, भंडारा — [1335, 1888, 1406, 1899]
page-header — [23, 39, 1477, 75]
paryavaran-tag: ❀ पर्यावरण — [23, 909, 210, 944]
short-news-label: ▤ Short News — [23, 1425, 225, 1458]
poem-2-author: - सुरेश भावन तितरमारे, पवनी — [1320, 1527, 1418, 1538]
poem-6-phone: मो. ७०४०२८५५०६ — [1335, 2152, 1395, 2163]
jawahar-caption-body: कावडयात्रा नागझिरा देवस्थानात पोहोचल्यानंतर सर्व श्रद्धाळू आणि शिवभक्तांनी एकत्रितपणे भगवान भोलेनाथ यांचा विधिवत जलाभिषेक केला. याप्रसंगी महादेवाची विशेष पूजा-अर्चना करण्यात आली. धार्मिक विधी आणि पूजनानंतर महाप्रसादाचे आयोजन करण्यात आले. भक्तिमय वातावरणात झालेल्या या सोहळ्याची सांगता महाप्रसादाने झाली. — [547, 704, 846, 754]
